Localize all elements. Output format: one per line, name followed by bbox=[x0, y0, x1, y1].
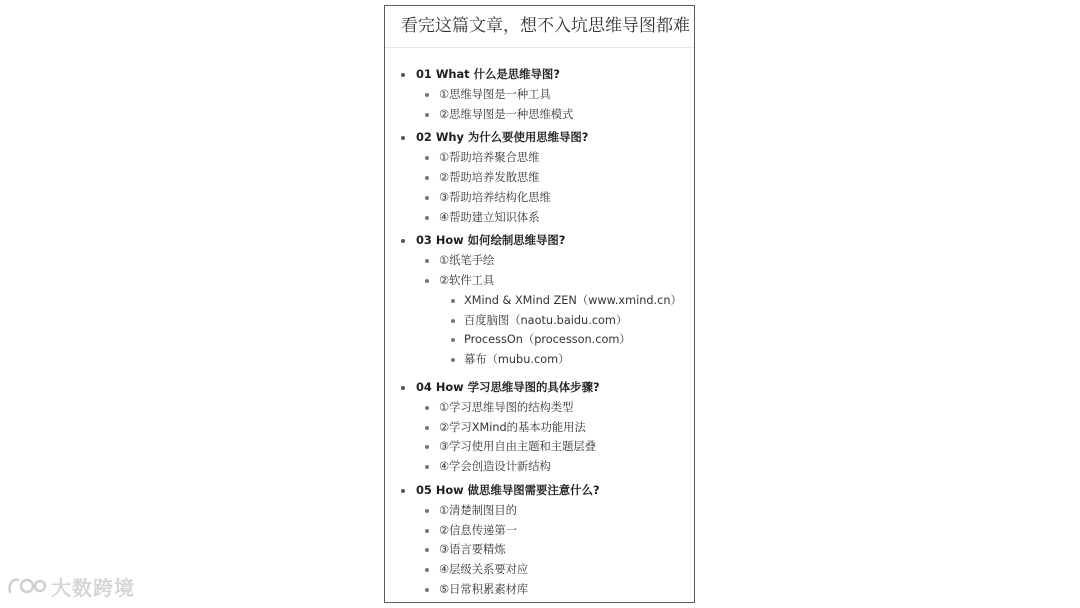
item-text: ②信息传递第一 bbox=[439, 523, 517, 537]
bullet-icon bbox=[425, 176, 429, 180]
bullet-icon bbox=[401, 489, 405, 493]
outline-item[interactable] bbox=[385, 457, 694, 477]
bullet-icon bbox=[451, 319, 455, 323]
bullet-icon bbox=[451, 299, 455, 303]
bullet-icon bbox=[425, 568, 429, 572]
item-text: ②思维导图是一种思维模式 bbox=[439, 107, 574, 121]
outline-item[interactable] bbox=[385, 85, 694, 105]
outline-list bbox=[385, 65, 694, 600]
outline-section bbox=[385, 378, 694, 477]
bullet-icon bbox=[401, 386, 405, 390]
item-text: ②帮助培养发散思维 bbox=[439, 170, 540, 184]
heading-text: 05 How 做思维导图需要注意什么? bbox=[416, 482, 600, 497]
watermark-text: 大数跨境 bbox=[51, 575, 135, 600]
bullet-icon bbox=[401, 239, 405, 243]
outline-item[interactable] bbox=[385, 418, 694, 438]
outline-section bbox=[385, 65, 694, 124]
outline-item[interactable] bbox=[385, 188, 694, 208]
item-text: ①纸笔手绘 bbox=[439, 254, 495, 268]
bullet-icon bbox=[425, 259, 429, 263]
heading-text: 02 Why 为什么要使用思维导图? bbox=[416, 130, 589, 145]
item-text: ③语言要精炼 bbox=[439, 543, 506, 557]
outline-heading[interactable] bbox=[385, 378, 694, 398]
subitem-text: 幕布（mubu.com） bbox=[464, 353, 570, 367]
bullet-icon bbox=[401, 73, 405, 77]
outline-section bbox=[385, 231, 694, 370]
bullet-icon bbox=[425, 279, 429, 283]
outline-panel bbox=[384, 5, 695, 603]
bullet-icon bbox=[425, 156, 429, 160]
outline-item[interactable] bbox=[385, 271, 694, 291]
bullet-icon bbox=[425, 406, 429, 410]
bullet-icon bbox=[425, 196, 429, 200]
outline-subitem[interactable] bbox=[385, 330, 694, 350]
bullet-icon bbox=[425, 529, 429, 533]
bullet-icon bbox=[425, 93, 429, 97]
item-text: ①学习思维导图的结构类型 bbox=[439, 400, 574, 414]
bullet-icon bbox=[425, 426, 429, 430]
bullet-icon bbox=[425, 548, 429, 552]
outline-item[interactable] bbox=[385, 580, 694, 600]
item-text: ②软件工具 bbox=[439, 273, 495, 287]
outline-heading[interactable] bbox=[385, 128, 694, 148]
heading-text: 04 How 学习思维导图的具体步骤? bbox=[416, 379, 600, 394]
outline-item[interactable] bbox=[385, 540, 694, 560]
bullet-icon bbox=[401, 136, 405, 140]
outline-subitem[interactable] bbox=[385, 311, 694, 331]
item-text: ③帮助培养结构化思维 bbox=[439, 190, 551, 204]
outline-item[interactable] bbox=[385, 501, 694, 521]
bullet-icon bbox=[425, 509, 429, 513]
bullet-icon bbox=[425, 588, 429, 592]
subitem-text: ProcessOn（processon.com） bbox=[464, 333, 631, 347]
heading-text: 01 What 什么是思维导图? bbox=[416, 67, 560, 81]
item-text: ①清楚制图目的 bbox=[439, 503, 517, 517]
brand-logo-icon bbox=[7, 574, 47, 598]
item-text: ④帮助建立知识体系 bbox=[439, 210, 540, 224]
bullet-icon bbox=[425, 113, 429, 117]
item-text: ③学习使用自由主题和主题层叠 bbox=[439, 440, 596, 454]
outline-item[interactable] bbox=[385, 148, 694, 168]
subitem-text: 百度脑图（naotu.baidu.com） bbox=[464, 313, 628, 327]
outline-item[interactable] bbox=[385, 398, 694, 418]
outline-subitem[interactable] bbox=[385, 291, 694, 311]
outline-item[interactable] bbox=[385, 105, 694, 125]
document-title: 看完这篇文章，想不入坑思维导图都难 bbox=[385, 6, 694, 48]
outline-item[interactable] bbox=[385, 437, 694, 457]
item-text: ①帮助培养聚合思维 bbox=[439, 151, 540, 165]
outline-heading[interactable] bbox=[385, 65, 694, 85]
outline-section bbox=[385, 128, 694, 227]
outline-item[interactable] bbox=[385, 208, 694, 228]
outline-section bbox=[385, 481, 694, 600]
outline-heading[interactable] bbox=[385, 481, 694, 501]
bullet-icon bbox=[425, 445, 429, 449]
outline-item[interactable] bbox=[385, 521, 694, 541]
heading-text: 03 How 如何绘制思维导图? bbox=[416, 233, 566, 248]
item-text: ①思维导图是一种工具 bbox=[439, 87, 551, 101]
item-text: ④学会创造设计新结构 bbox=[439, 460, 551, 474]
watermark bbox=[7, 572, 135, 600]
item-text: ⑤日常积累素材库 bbox=[439, 582, 529, 596]
outline-item[interactable] bbox=[385, 560, 694, 580]
outline-item[interactable] bbox=[385, 168, 694, 188]
bullet-icon bbox=[425, 216, 429, 220]
outline-subitem[interactable] bbox=[385, 350, 694, 370]
bullet-icon bbox=[425, 465, 429, 469]
outline-item[interactable] bbox=[385, 251, 694, 271]
subitem-text: XMind & XMind ZEN（www.xmind.cn） bbox=[464, 293, 682, 307]
item-text: ④层级关系要对应 bbox=[439, 563, 529, 577]
bullet-icon bbox=[451, 338, 455, 342]
bullet-icon bbox=[451, 358, 455, 362]
item-text: ②学习XMind的基本功能用法 bbox=[439, 420, 586, 434]
outline-heading[interactable] bbox=[385, 231, 694, 251]
